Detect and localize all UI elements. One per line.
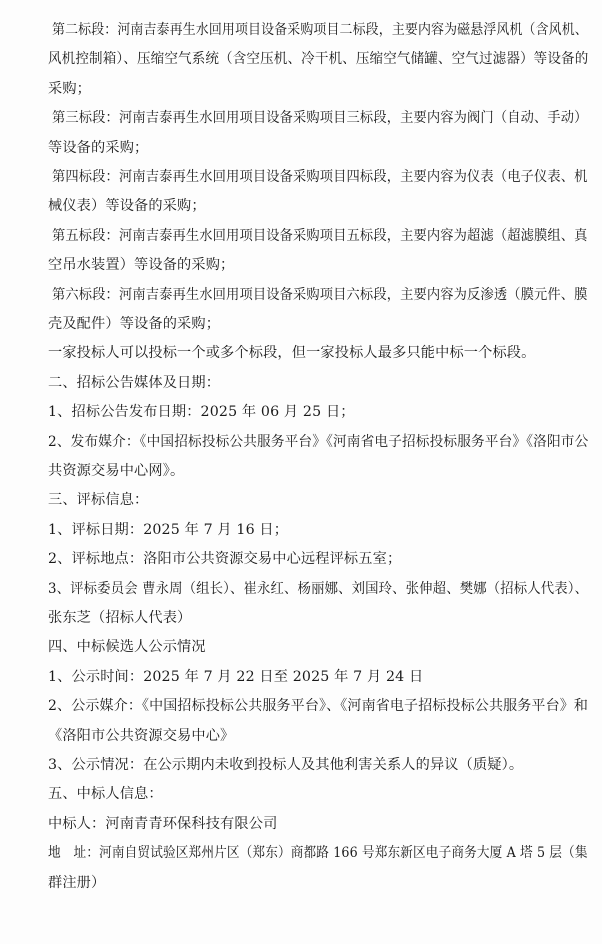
text-line-committee-b: 张东芝（招标人代表） (48, 610, 192, 626)
text-line-eval-place: 2、评标地点：洛阳市公共资源交易中心远程评标五室； (48, 551, 402, 568)
text-line-lot3-a: 第三标段：河南吉泰再生水回用项目设备采购项目三标段，主要内容为阀门（自动、手动） (52, 110, 588, 127)
text-line-notice-media-a: 2、公示媒介：《中国招标投标公共服务平台》、《河南省电子招标投标公共服务平台》和 (48, 698, 589, 715)
text-line-publish-date: 1、招标公告发布日期：2025 年 06 月 25 日； (48, 404, 355, 421)
section-heading-2: 二、招标公告媒体及日期： (48, 374, 221, 391)
text-line-notice-time: 1、公示时间：2025 年 7 月 22 日至 2025 年 7 月 24 日 (48, 668, 424, 685)
text-line-lot5-b: 空吊水装置）等设备的采购； (48, 257, 235, 274)
text-line-lot2-a: 第二标段：河南吉泰再生水回用项目设备采购项目二标段，主要内容为磁悬浮风机（含风机、 (52, 22, 588, 38)
text-line-winner-address-a: 地 址：河南自贸试验区郑州片区（郑东）商都路 166 号郑东新区电子商务大厦 A 塔 5 层（集 (48, 845, 588, 862)
text-line-eval-date: 1、评标日期：2025 年 7 月 16 日； (48, 521, 289, 538)
section-heading-5: 五、中标人信息： (48, 786, 163, 803)
text-line-lot3-b: 等设备的采购； (48, 139, 149, 156)
text-line-lot4-a: 第四标段：河南吉泰再生水回用项目设备采购项目四标段，主要内容为仪表（电子仪表、机 (52, 169, 588, 185)
text-line-lot2-c: 采购； (48, 80, 92, 97)
section-heading-4: 四、中标候选人公示情况 (48, 639, 206, 656)
text-line-media-b: 共资源交易中心网》。 (48, 463, 185, 479)
text-line-lot6-b: 壳及配件）等设备的采购； (48, 316, 221, 332)
text-line-lot2-b: 风机控制箱）、压缩空气系统（含空压机、冷干机、压缩空气储罐、空气过滤器）等设备的 (48, 51, 589, 68)
text-line-notice-status: 3、公示情况：在公示期内未收到投标人及其他利害关系人的异议（质疑）。 (48, 757, 524, 773)
text-line-lot6-a: 第六标段：河南吉泰再生水回用项目设备采购项目六标段，主要内容为反渗透（膜元件、膜 (52, 286, 588, 303)
text-line-bid-rule: 一家投标人可以投标一个或多个标段，但一家投标人最多只能中标一个标段。 (48, 345, 536, 362)
section-heading-3: 三、评标信息： (48, 492, 149, 509)
text-line-lot4-b: 械仪表）等设备的采购； (48, 198, 206, 215)
text-line-winner-address-b: 群注册） (48, 874, 106, 891)
text-line-committee-a: 3、评标委员会 曹永周（组长）、崔永红、杨丽娜、刘国玲、张伸超、樊娜（招标人代表）、 (48, 580, 589, 597)
text-line-winner-name: 中标人：河南青青环保科技有限公司 (48, 815, 278, 832)
text-line-media-a: 2、发布媒介：《中国招标投标公共服务平台》《河南省电子招标投标服务平台》《洛阳市公 (48, 433, 589, 450)
text-line-lot5-a: 第五标段：河南吉泰再生水回用项目设备采购项目五标段，主要内容为超滤（超滤膜组、真 (52, 227, 588, 244)
text-line-notice-media-b: 《洛阳市公共资源交易中心》 (48, 727, 235, 744)
